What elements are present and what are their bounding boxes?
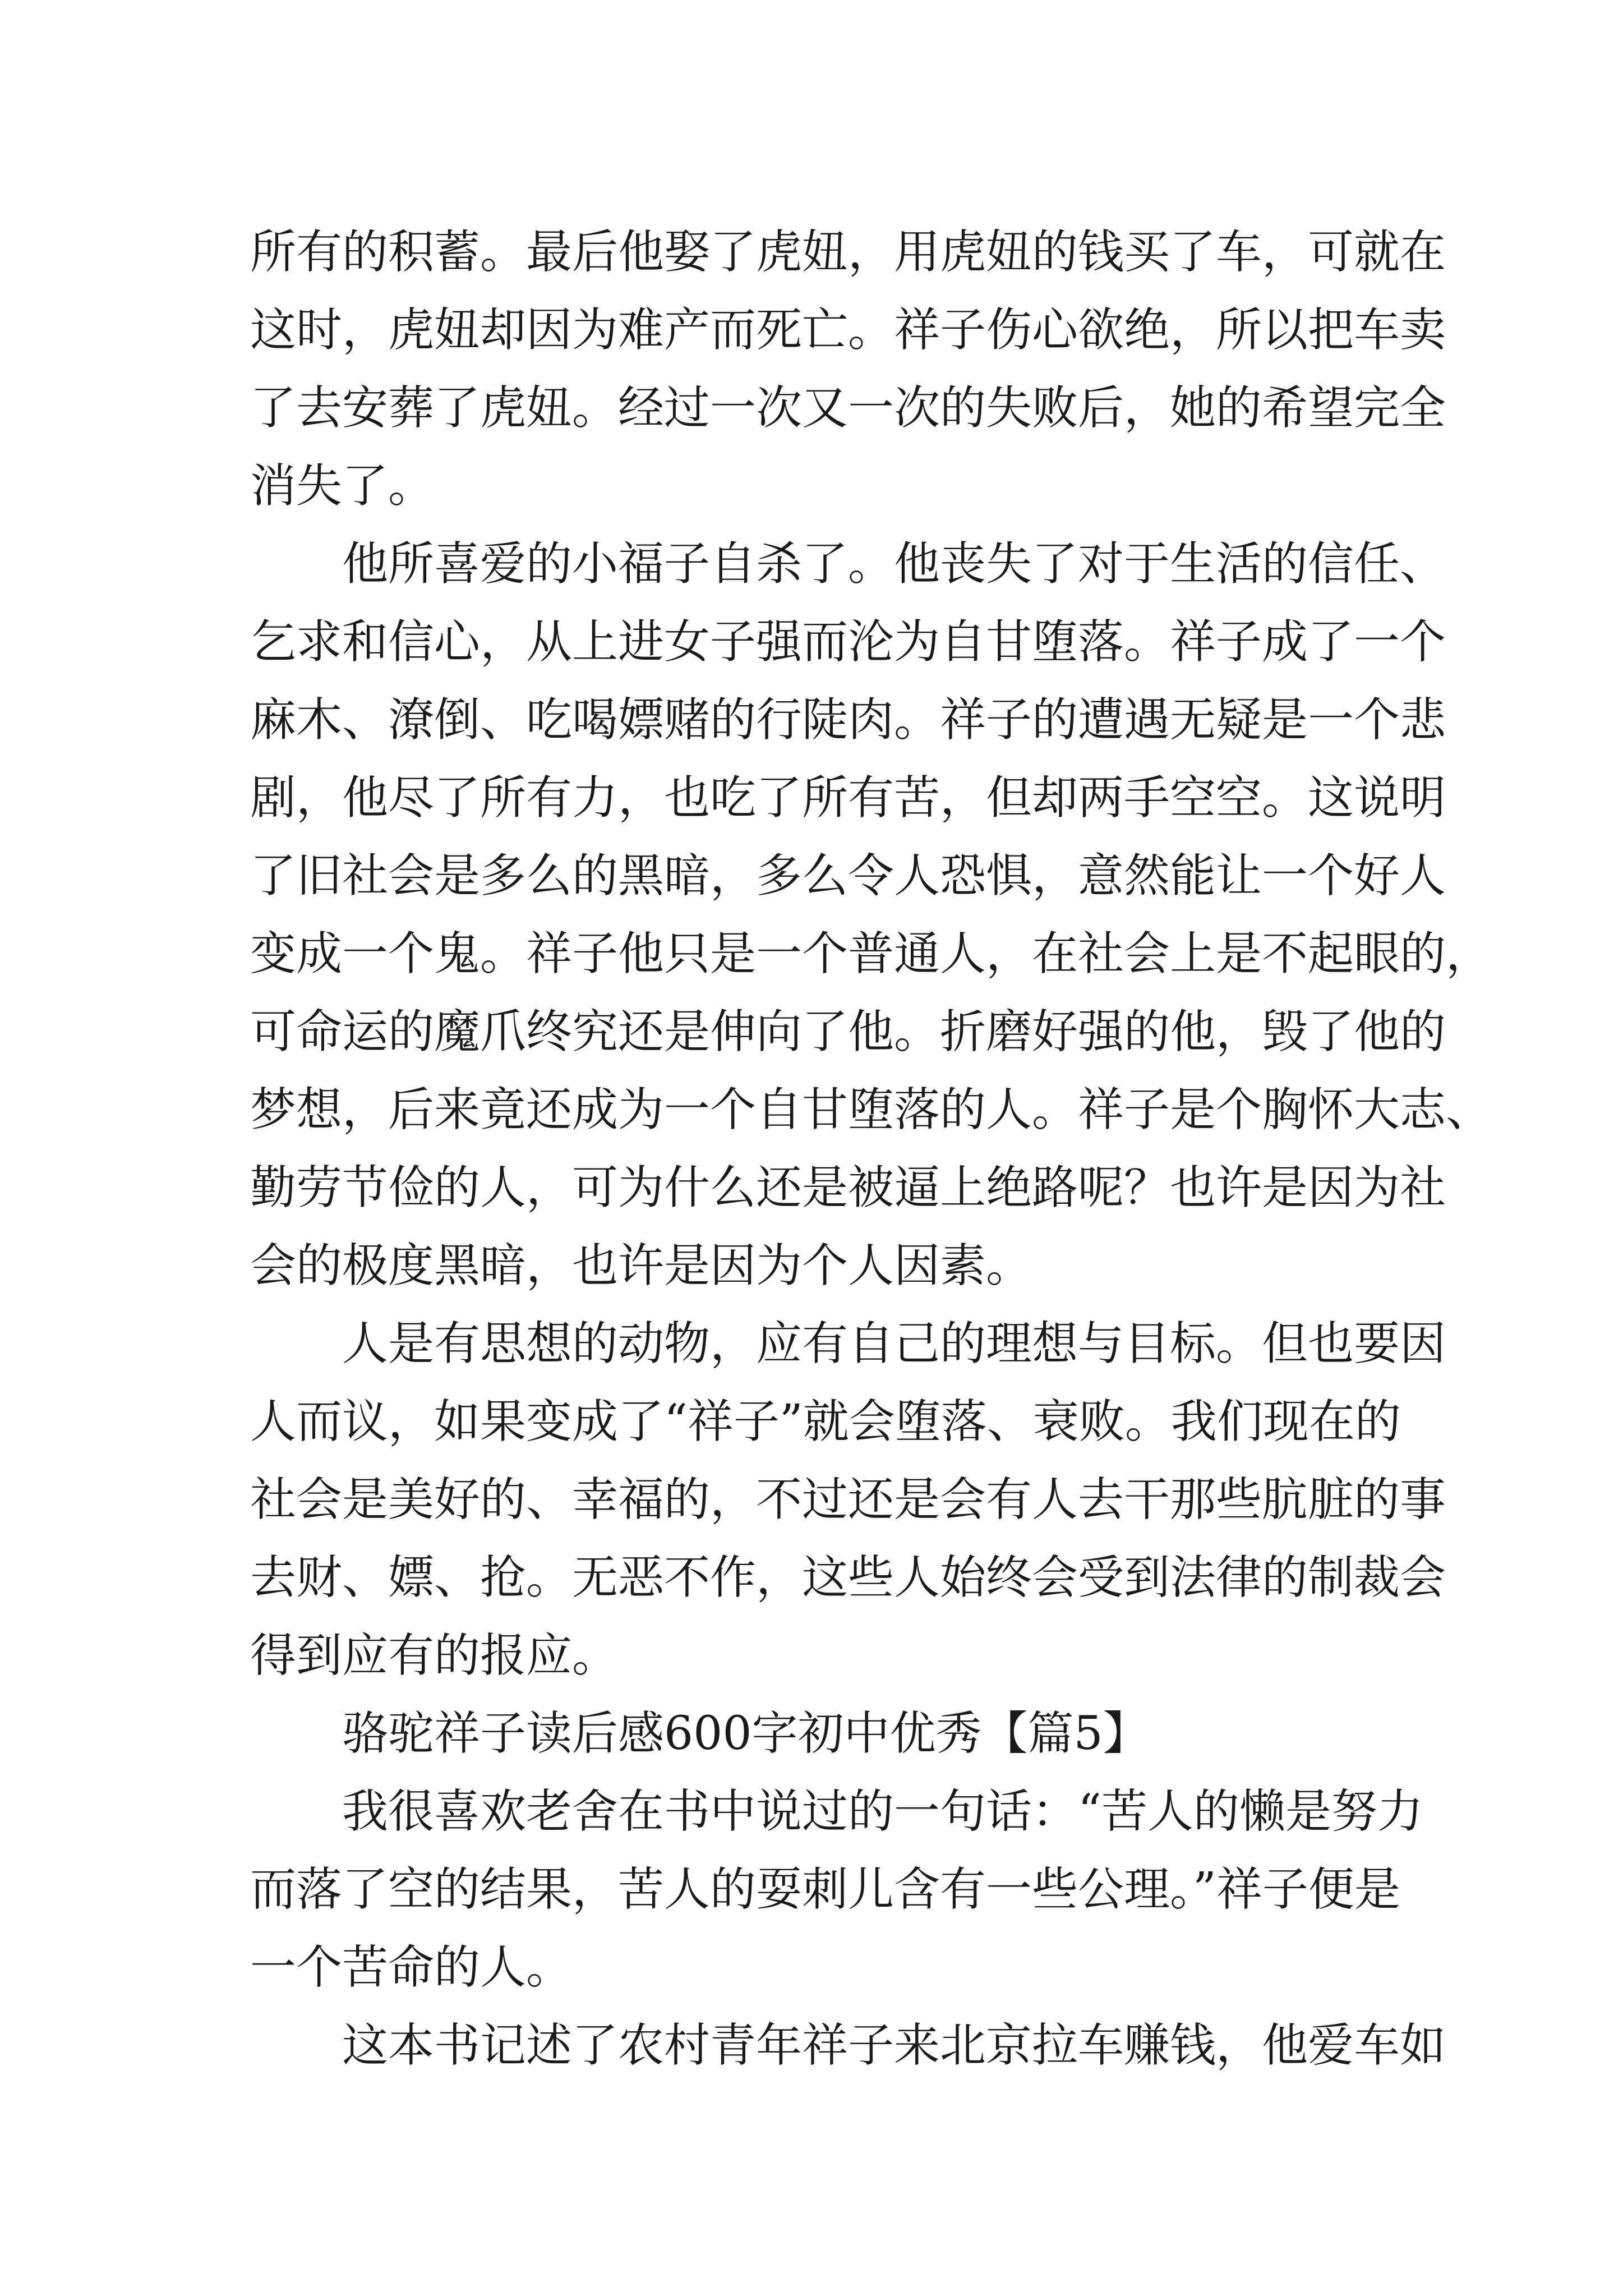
text-line: 所有的积蓄。最后他娶了虎妞，用虎妞的钱买了车，可就在: [250, 226, 1446, 279]
text-line: 我很喜欢老舍在书中说过的一句话：“苦人的懒是努力: [342, 1785, 1423, 1838]
section-heading: 骆驼祥子读后感600字初中优秀【篇5】: [342, 1707, 1149, 1760]
text-line: 而落了空的结果，苦人的耍刺儿含有一些公理。”祥子便是: [250, 1863, 1400, 1916]
text-line: 社会是美好的、幸福的，不过还是会有人去干那些肮脏的事: [250, 1473, 1446, 1526]
text-line: 一个苦命的人。: [250, 1941, 573, 1994]
text-line: 变成一个鬼。祥子他只是一个普通人，在社会上是不起眼的，: [250, 927, 1492, 981]
text-line: 梦想，后来竟还成为一个自甘堕落的人。祥子是个胸怀大志、: [250, 1083, 1492, 1137]
text-line: 可命运的魔爪终究还是伸向了他。折磨好强的他，毁了他的: [250, 1005, 1446, 1059]
text-line: 人是有思想的动物，应有自己的理想与目标。但也要因: [342, 1317, 1446, 1370]
text-line: 勤劳节俭的人，可为什么还是被逼上绝路呢？也许是因为社: [250, 1161, 1446, 1214]
text-line: 人而议，如果变成了“祥子”就会堕落、衰败。我们现在的: [250, 1395, 1401, 1448]
text-line: 乞求和信心，从上进女子强而沦为自甘堕落。祥子成了一个: [250, 615, 1446, 669]
text-line: 这时，虎妞却因为难产而死亡。祥子伤心欲绝，所以把车卖: [250, 303, 1446, 357]
text-line: 得到应有的报应。: [250, 1629, 619, 1682]
text-line: 他所喜爱的小福子自杀了。他丧失了对于生活的信任、: [342, 537, 1446, 591]
text-line: 了去安葬了虎妞。经过一次又一次的失败后，她的希望完全: [250, 381, 1446, 435]
body-text: [250, 213, 1492, 2085]
text-line: 了旧社会是多么的黑暗，多么令人恐惧，意然能让一个好人: [250, 849, 1446, 903]
text-line: 剧，他尽了所有力，也吃了所有苦，但却两手空空。这说明: [250, 771, 1446, 825]
text-line: 麻木、潦倒、吃喝嫖赌的行陡肉。祥子的遭遇无疑是一个悲: [250, 693, 1446, 747]
text-line: 这本书记述了农村青年祥子来北京拉车赚钱，他爱车如: [342, 2019, 1446, 2072]
text-line: 去财、嫖、抢。无恶不作，这些人始终会受到法律的制裁会: [250, 1551, 1446, 1604]
text-line: 会的极度黑暗，也许是因为个人因素。: [250, 1239, 1032, 1292]
text-line: 消失了。: [250, 459, 435, 513]
